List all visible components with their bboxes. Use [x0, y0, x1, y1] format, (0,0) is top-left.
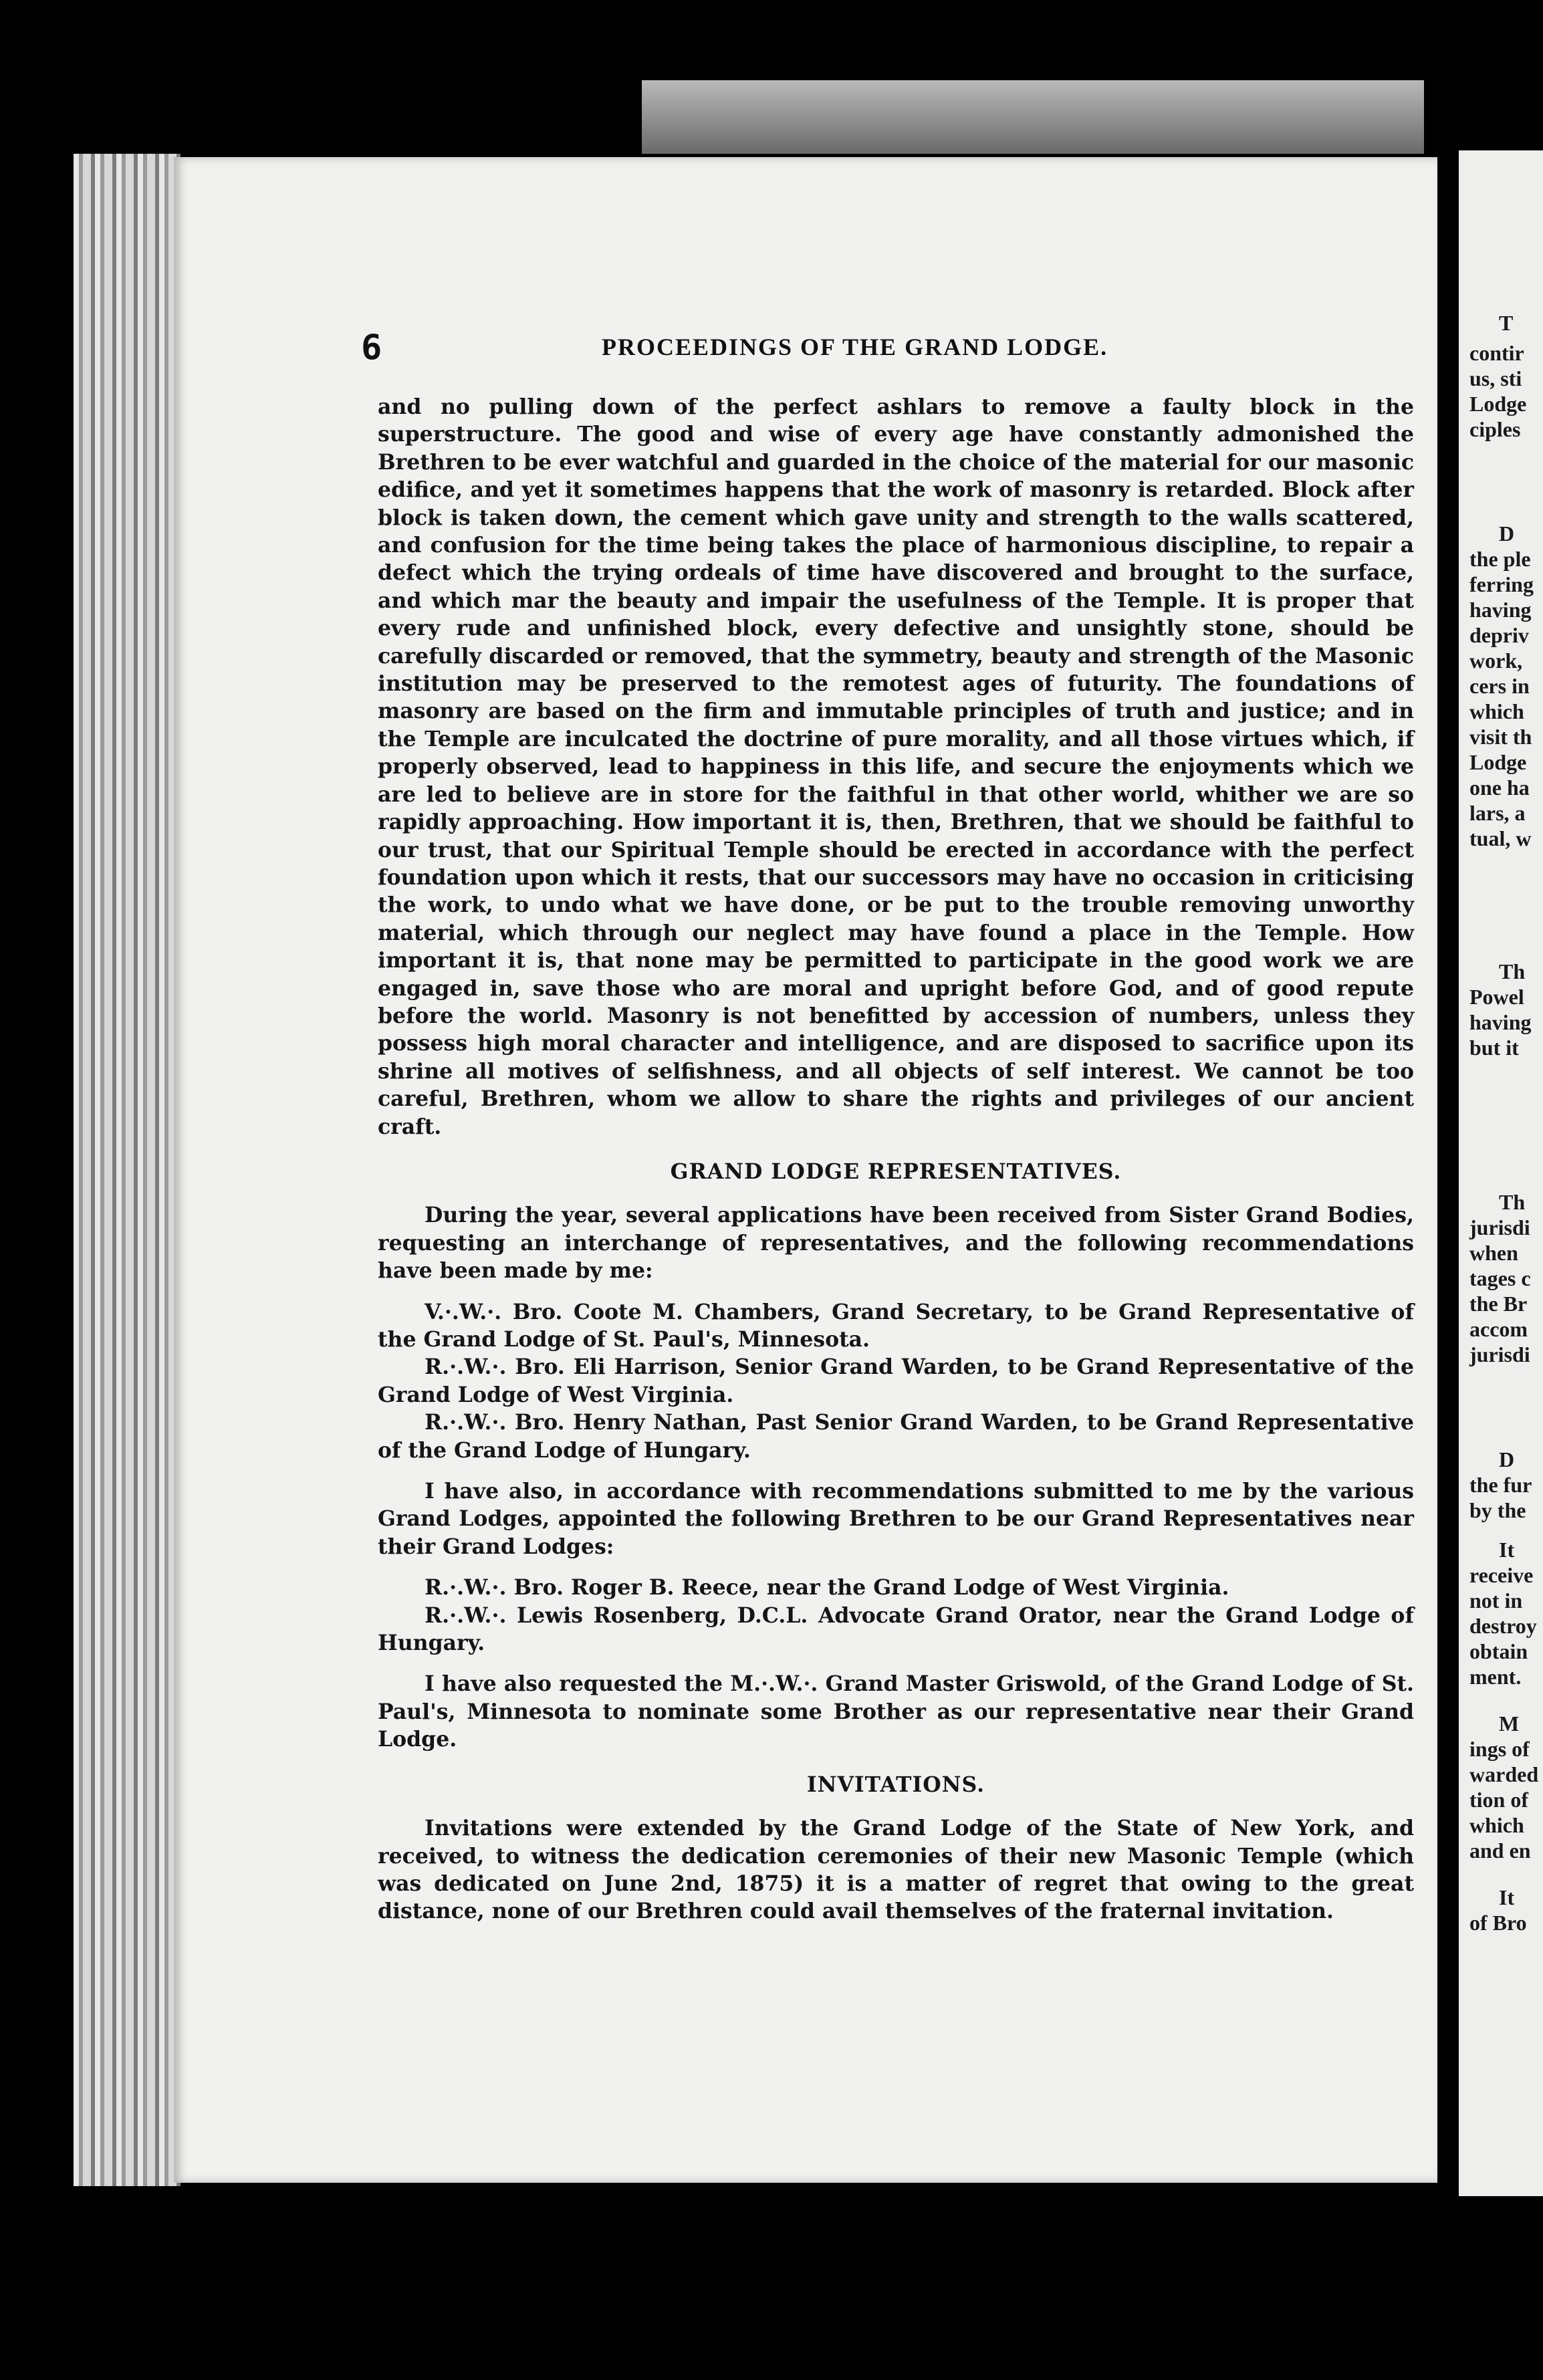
- recommendation-item: R.·.W.·. Bro. Eli Harrison, Senior Grand Warden, to be Grand Representative of the Grand Lodge of West Virginia.: [378, 1354, 1414, 1407]
- facing-page-fragment: destroy: [1469, 1614, 1537, 1638]
- recommendation-item: V.·.W.·. Bro. Coote M. Chambers, Grand Secretary, to be Grand Representative of the Grand Lodge of St. Paul's, Minnesota.: [378, 1299, 1414, 1352]
- facing-page-fragment: lars, a: [1469, 801, 1526, 825]
- representatives-intro: During the year, several applications have been received from Sister Grand Bodies, requesting an interchange of representatives, and the following recommendations have been made by me:: [378, 1203, 1414, 1284]
- facing-page-fragment: ciples: [1469, 417, 1521, 441]
- facing-page-fragment: ment.: [1469, 1665, 1522, 1689]
- facing-page-fragment: the Br: [1469, 1292, 1528, 1316]
- facing-page-fragment: Lodge: [1469, 750, 1527, 774]
- page-header: [361, 328, 1411, 368]
- facing-page-fragment: D: [1499, 1447, 1515, 1471]
- book-spine-edges: [74, 154, 181, 2186]
- appointed-item: R.·.W.·. Lewis Rosenberg, D.C.L. Advocate Grand Orator, near the Grand Lodge of Hungary.: [378, 1602, 1414, 1656]
- facing-page-fragment: jurisdi: [1469, 1342, 1530, 1366]
- facing-page-fragment: ings of: [1469, 1737, 1530, 1761]
- facing-page-fragment: of Bro: [1469, 1911, 1527, 1935]
- facing-page-fragment: ferring: [1469, 572, 1534, 596]
- facing-page-fragment: D: [1499, 521, 1515, 546]
- appointed-item: R.·.W.·. Bro. Roger B. Reece, near the Grand Lodge of West Virginia.: [425, 1575, 1229, 1600]
- facing-page-fragment: obtain: [1469, 1639, 1528, 1663]
- facing-page-fragment: not in: [1469, 1588, 1523, 1613]
- facing-page-fragment: T: [1499, 311, 1514, 335]
- facing-page-fragment: by the: [1469, 1498, 1526, 1522]
- facing-page-fragment: having: [1469, 598, 1532, 622]
- facing-page-fragment: and en: [1469, 1838, 1531, 1863]
- facing-page-fragment: one ha: [1469, 776, 1530, 800]
- facing-page-fragment: the fur: [1469, 1473, 1532, 1497]
- facing-page-fragment: having: [1469, 1010, 1532, 1034]
- facing-page-fragment: It: [1499, 1885, 1515, 1909]
- appointed-intro: I have also, in accordance with recommendations submitted to me by the various Grand Lodges, appointed the following Brethren to be our Grand Representatives near their Grand Lodges:: [378, 1479, 1414, 1559]
- facing-page-fragment: cers in: [1469, 674, 1530, 698]
- facing-page-fragment: contir: [1469, 341, 1524, 365]
- facing-page-fragment: visit th: [1469, 725, 1532, 749]
- facing-page-fragment: Powel: [1469, 985, 1524, 1009]
- facing-page-fragment: Th: [1499, 1190, 1526, 1214]
- section-heading-invitations: INVITATIONS.: [806, 1772, 985, 1797]
- facing-page-fragment: the ple: [1469, 547, 1531, 571]
- facing-page-fragment: tual, w: [1469, 826, 1532, 850]
- running-head: PROCEEDINGS OF THE GRAND LODGE.: [602, 334, 1108, 360]
- invitations-paragraph: Invitations were extended by the Grand Lodge of the State of New York, and received, to witness the dedication ceremonies of their new Masonic Temple (which was dedicated on June 2nd, 1875) it is a matter of regret that owing to the great distance, none of our Brethren could avail themselves of the fraternal invitation.: [378, 1816, 1414, 1924]
- recommendation-item: R.·.W.·. Bro. Henry Nathan, Past Senior Grand Warden, to be Grand Representative of the Grand Lodge of Hungary.: [378, 1410, 1414, 1463]
- section-heading-representatives: GRAND LODGE REPRESENTATIVES.: [670, 1159, 1122, 1184]
- facing-page-fragment: tages c: [1469, 1266, 1531, 1290]
- facing-page-fragment: warded: [1469, 1762, 1539, 1786]
- facing-page-fragment: which: [1469, 699, 1524, 723]
- intro-paragraph: and no pulling down of the perfect ashlars to remove a faulty block in the superstructure. The good and wise of every age have constantly admonished the Brethren to be ever watchful and guarded in the choice of the material for our masonic edifice, and yet it sometimes happens that the work of masonry is retarded. Block after block is taken down, the cement which gave unity and strength to the walls scattered, and confusion for the time being takes the place of harmonious discipline, to repair a defect which the trying ordeals of time have discovered and brought to the surface, and which mar the beauty and impair the usefulness of the Temple. It is proper that every rude and unfinished block, every defective and unsightly stone, should be carefully discarded or removed, that the symmetry, beauty and strength of the Masonic institution may be preserved to the remotest ages of futurity. The foundations of masonry are based on the firm and immutable principles of truth and justice; and in the Temple are inculcated the doctrine of pure morality, and all those virtues which, if properly observed, lead to happiness in this life, and secure the enjoyments which we are led to believe are in store for the faithful in that other world, whither we are so rapidly approaching. How important it is, then, Brethren, that we should be faithful to our trust, that our Spiritual Temple should be erected in accordance with the perfect foundation upon which it rests, that our successors may have no occasion in criticising the work, to undo what we have done, or be put to the trouble removing unworthy material, which through our neglect may have found a place in the Temple. How important it is, that none may be permitted to participate in the good work we are engaged in, save those who are moral and upright before God, and of good repute before the world. Masonry is not benefitted by accession of numbers, unless they possess high moral character and intelligence, and are disposed to sacrifice upon its shrine all motives of selfishness, and all objects of self interest. We cannot be too careful, Brethren, whom we allow to share the rights and privileges of our ancient craft.: [378, 394, 1414, 1139]
- facing-page-fragment: work,: [1469, 648, 1523, 673]
- facing-page-fragment: tion of: [1469, 1788, 1528, 1812]
- facing-page-fragment: depriv: [1469, 623, 1529, 647]
- facing-page-fragment: M: [1499, 1711, 1520, 1736]
- facing-page-edge: [1459, 150, 1543, 2196]
- page-body: [378, 393, 1414, 1925]
- facing-page-fragment: us, sti: [1469, 366, 1522, 390]
- facing-page-fragment: which: [1469, 1813, 1524, 1837]
- facing-page-fragment: but it: [1469, 1036, 1519, 1060]
- facing-page-fragment: accom: [1469, 1317, 1528, 1341]
- facing-page-fragment: receive: [1469, 1563, 1534, 1587]
- nomination-request: I have also requested the M.·.W.·. Grand Master Griswold, of the Grand Lodge of St. Paul's, Minnesota to nominate some Brother as our representative near their Grand Lodge.: [378, 1671, 1414, 1752]
- book-top-edge: [642, 80, 1424, 154]
- facing-page-fragment: It: [1499, 1538, 1515, 1562]
- page-number: 6: [361, 328, 382, 368]
- facing-page-fragment: Lodge: [1469, 392, 1527, 416]
- facing-page-fragment: jurisdi: [1469, 1215, 1530, 1239]
- facing-page-fragment: Th: [1499, 959, 1526, 983]
- facing-page-fragment: when: [1469, 1241, 1518, 1265]
